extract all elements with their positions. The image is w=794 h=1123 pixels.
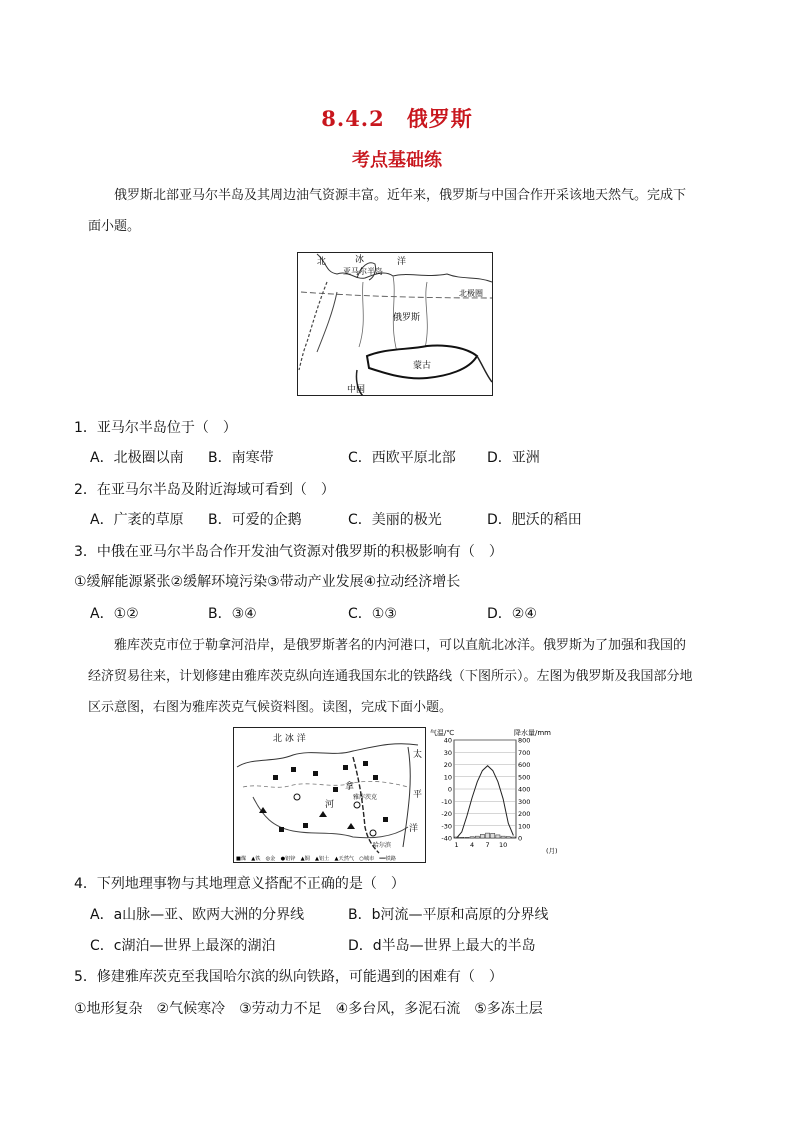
map1-label-mongolia: 蒙古 [413,361,432,371]
question-3-statements: ①缓解能源紧张②缓解环境污染③带动产业发展④拉动经济增长 [74,574,461,590]
precipitation-bar [486,833,490,838]
chart-left-tick: -30 [441,822,452,831]
page-subtitle: 考点基础练 [352,150,442,171]
q1-option-c[interactable]: C．西欧平原北部 [348,450,456,466]
chart-right-tick: 800 [518,736,531,745]
precipitation-bar [491,833,495,838]
chart-right-tick: 100 [518,822,531,831]
q1-option-b[interactable]: B．南寒带 [208,450,274,466]
chart-x-tick: 10 [498,841,508,849]
chart-left-tick: 40 [443,736,452,745]
intro2-line1: 雅库茨克市位于勒拿河沿岸，是俄罗斯著名的内河港口，可以直航北冰洋。俄罗斯为了加强和我国的 [114,638,687,653]
chart-left-tick: -10 [441,797,452,806]
temperature-line [457,766,514,838]
map2-label-arctic-ocean: 北 冰 洋 [273,734,306,744]
chart-right-tick: 700 [518,748,531,757]
map1-label-arctic: 北极圈 [459,289,483,298]
precipitation-bar [460,837,464,838]
map2-label-yang: 洋 [409,824,419,834]
chart-ylabel-right: 降水量/mm [514,729,551,737]
question-1-stem: 1．亚马尔半岛位于（ ） [74,420,237,436]
chart-right-tick: 400 [518,785,531,794]
map1-label-ocean: 洋 [397,257,407,267]
chart-left-tick: 0 [447,785,452,794]
chart-right-tick: 200 [518,810,531,818]
question-3-stem: 3．中俄在亚马尔半岛合作开发油气资源对俄罗斯的积极影响有（ ） [74,544,503,560]
intro2-line2: 经济贸易往来，计划修建由雅库茨克纵向连通我国东北的铁路线（下图所示）。左图为俄罗斯及我国部分地 [88,669,693,684]
question-4-stem: 4．下列地理事物与其地理意义搭配不正确的是（ ） [74,876,405,892]
q3-option-d[interactable]: D．②④ [487,606,537,622]
map1-label-ice: 冰 [355,255,365,265]
chart-right-tick: 300 [518,797,531,806]
map2-label-harbin: 哈尔滨 [373,842,392,849]
map2-label-na: 拿 [345,782,355,792]
intro-paragraph-1 [88,180,718,242]
q4-option-a[interactable]: A．a山脉—亚、欧两大洲的分界线 [90,907,305,923]
precipitation-bar [470,837,474,838]
map1-label-russia: 俄罗斯 [393,313,421,323]
climate-chart [430,726,560,860]
q2-option-a[interactable]: A．广袤的草原 [90,512,184,528]
chart-xlabel: (月) [546,847,558,855]
map1-label-china: 中国 [347,385,366,395]
precipitation-bar [511,837,515,838]
map2-label-he: 河 [325,800,335,810]
map2-label-ping: 平 [413,790,423,800]
q1-option-d[interactable]: D．亚洲 [487,450,540,466]
map2-legend: ■煤 ▲铁 ◎金 ●铝锌 ▲铜 ▲铝土 ▲天然气 ○城市 ━━铁路 [236,856,396,862]
intro1-line1: 俄罗斯北部亚马尔半岛及其周边油气资源丰富。近年来，俄罗斯与中国合作开采该地天然气。完成下 [114,188,687,203]
chart-right-tick: 0 [518,834,523,843]
q4-option-b[interactable]: B．b河流—平原和高原的分界线 [348,907,549,923]
chart-left-tick: 30 [443,748,452,757]
map2-label-yakutsk: 雅库茨克 [353,794,378,801]
chart-x-tick: 7 [485,841,490,849]
q2-option-c[interactable]: C．美丽的极光 [348,512,442,528]
map2-label-tai: 太 [413,750,423,760]
chart-ylabel-left: 气温/℃ [430,729,455,737]
map-yamal [297,252,493,396]
q3-option-a[interactable]: A．①② [90,606,139,622]
precipitation-bar [480,834,484,838]
chart-left-tick: -20 [441,810,452,818]
chart-left-tick: 10 [443,773,452,782]
intro1-line2: 面小题。 [88,219,141,234]
chart-x-tick: 1 [454,841,459,849]
map1-label-yamal: 亚马尔半岛 [343,267,383,276]
precipitation-bar [465,837,469,838]
precipitation-bar [475,836,479,838]
chart-right-tick: 500 [518,773,531,782]
q4-option-c[interactable]: C．c湖泊—世界上最深的湖泊 [90,938,276,954]
q3-option-c[interactable]: C．①③ [348,606,397,622]
precipitation-bar [506,837,510,838]
q2-option-d[interactable]: D．肥沃的稻田 [487,512,582,528]
intro2-line3: 区示意图，右图为雅库茨克气候资料图。读图，完成下面小题。 [88,700,453,715]
q1-option-a[interactable]: A．北极圈以南 [90,450,184,466]
q2-option-b[interactable]: B．可爱的企鹅 [208,512,302,528]
map-russia-china [233,727,426,863]
map1-label-north: 北 [317,257,327,267]
chart-right-tick: 600 [518,761,531,769]
question-5-statements: ①地形复杂 ②气候寒冷 ③劳动力不足 ④多台风，多泥石流 ⑤多冻土层 [74,1001,543,1017]
chart-x-tick: 4 [470,841,475,849]
question-5-stem: 5．修建雅库茨克至我国哈尔滨的纵向铁路，可能遇到的困难有（ ） [74,969,503,985]
intro-paragraph-2 [88,630,718,723]
question-2-stem: 2．在亚马尔半岛及附近海域可看到（ ） [74,482,335,498]
chart-left-tick: -40 [441,834,452,843]
chart-left-tick: 20 [443,761,452,769]
q3-option-b[interactable]: B．③④ [208,606,257,622]
q4-option-d[interactable]: D．d半岛—世界上最大的半岛 [348,938,536,954]
precipitation-bar [496,835,500,838]
precipitation-bar [501,836,505,838]
page-title: 8.4.2 俄罗斯 [321,106,473,131]
